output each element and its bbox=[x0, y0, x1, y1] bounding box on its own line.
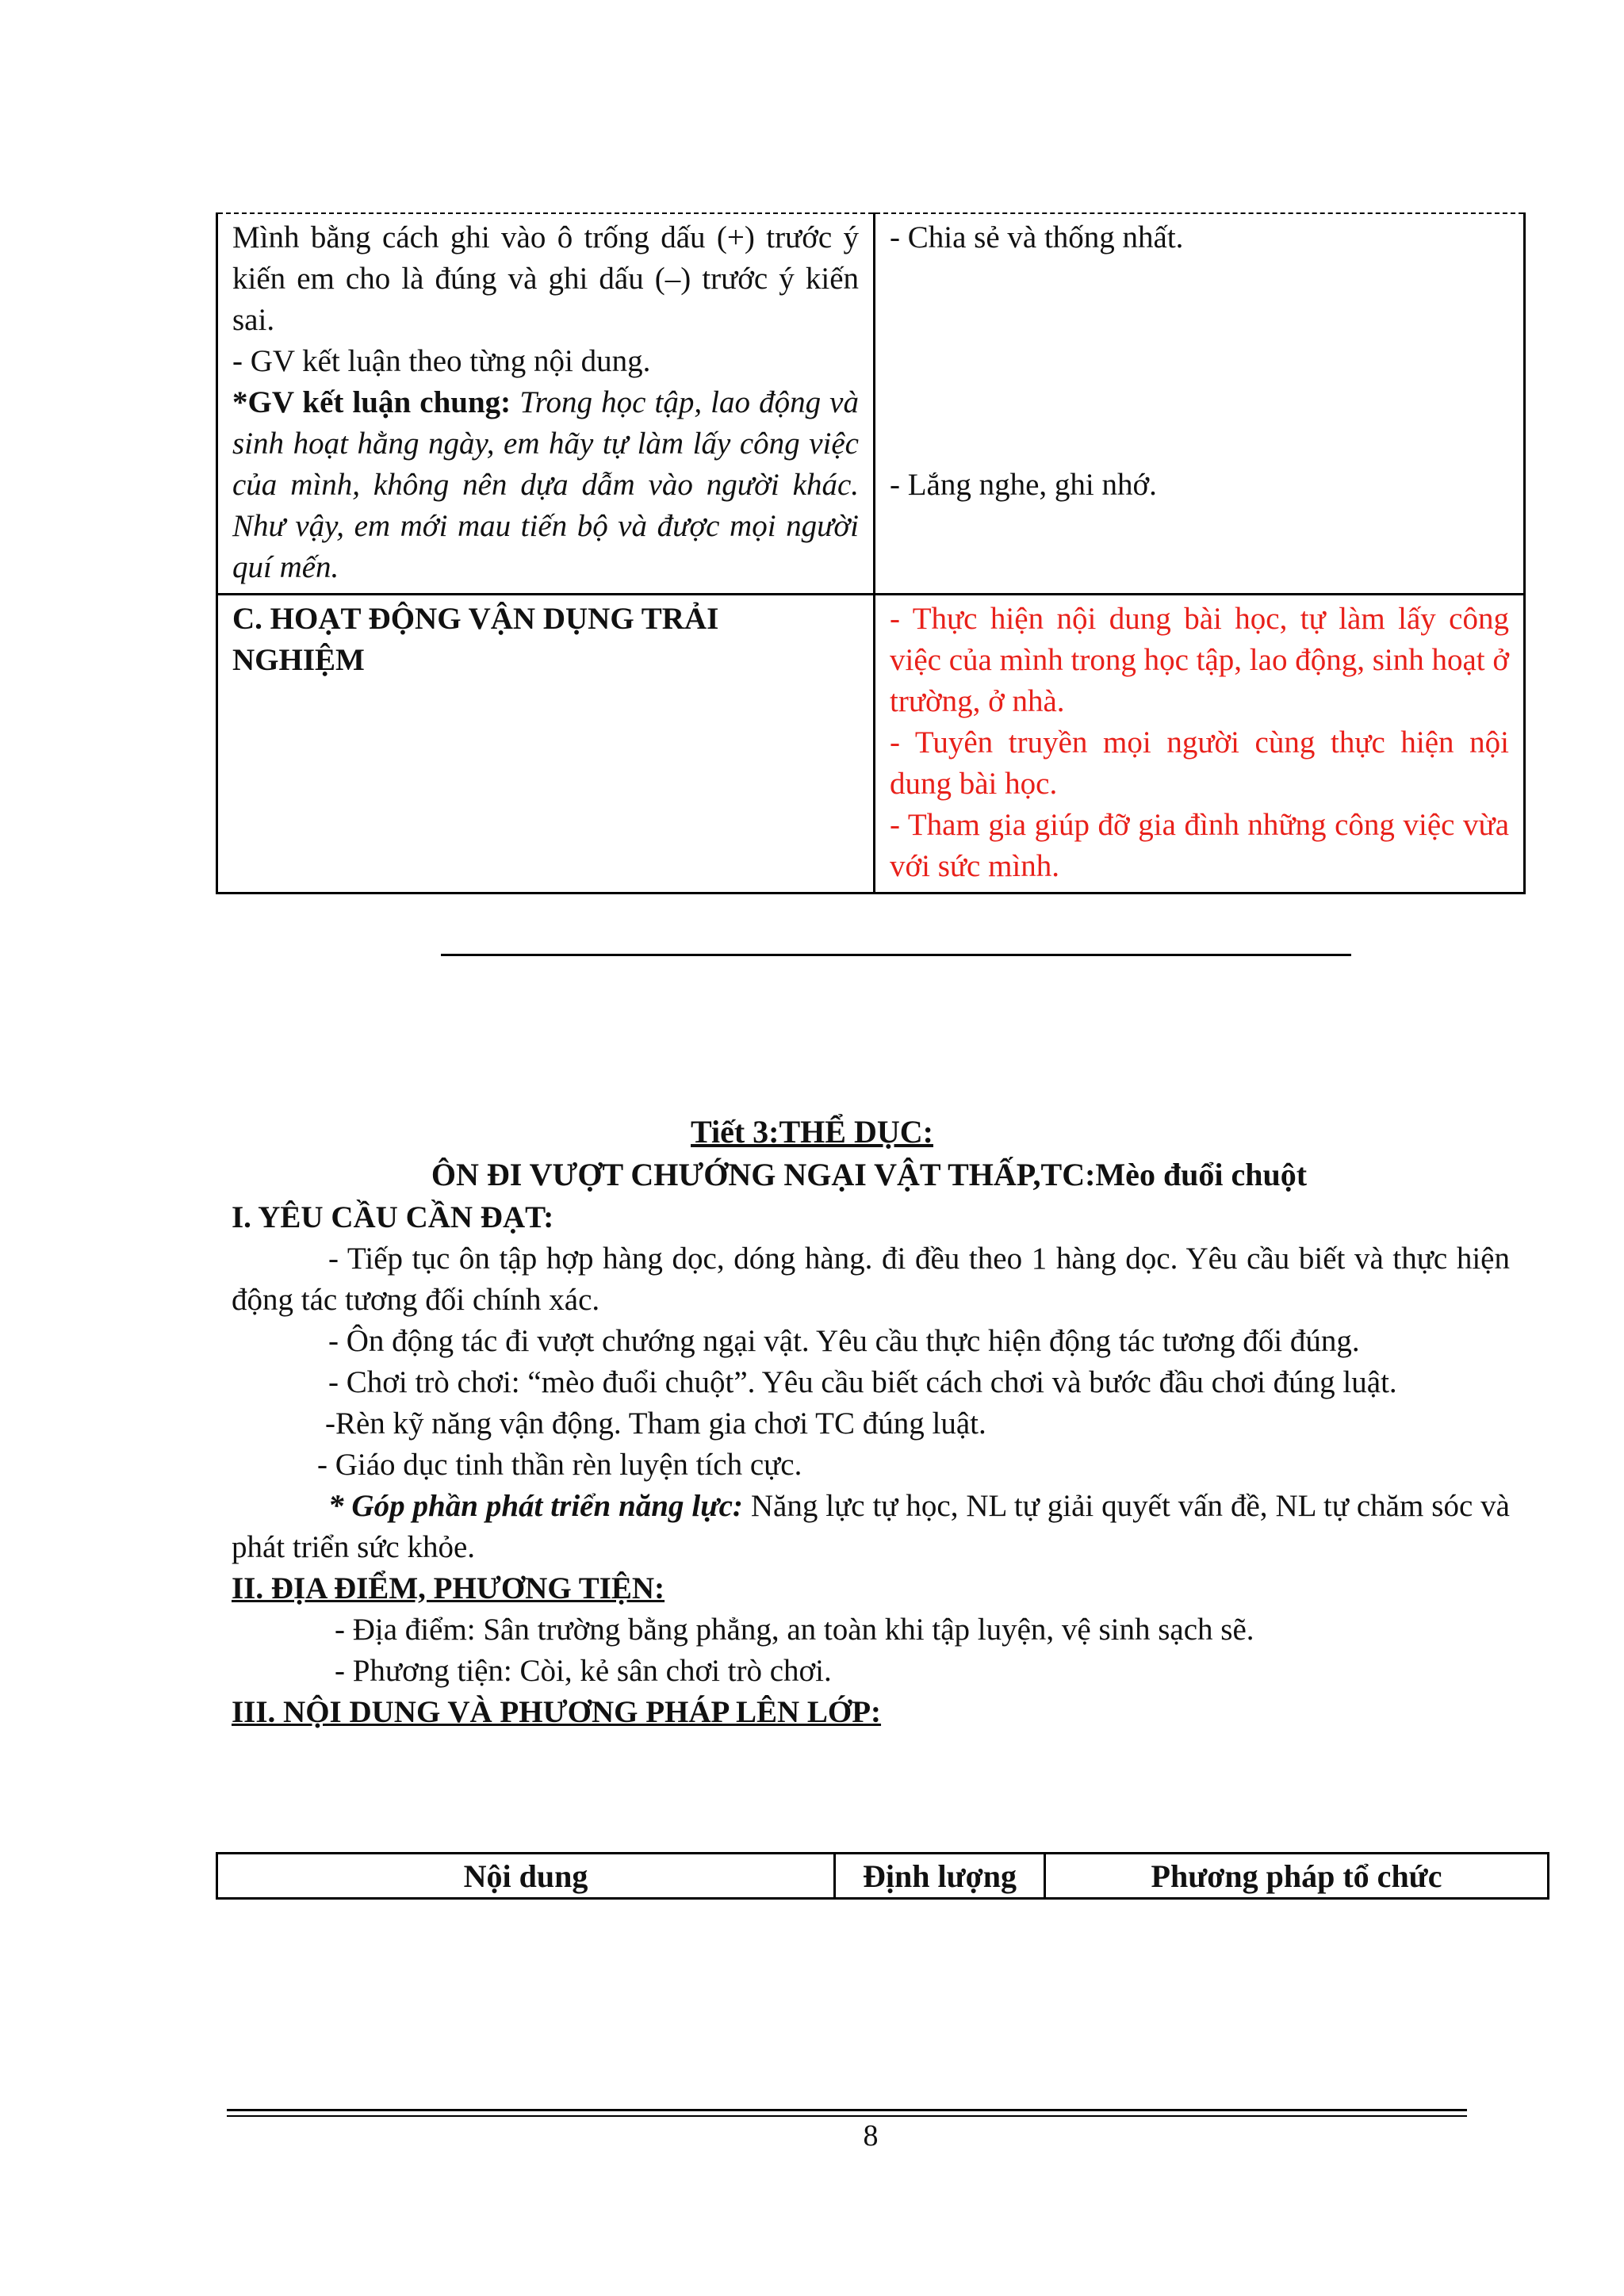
section-c-heading: C. HOẠT ĐỘNG VẬN DỤNG TRẢI NGHIỆM bbox=[232, 602, 719, 677]
teacher-conclusion-step: - GV kết luận theo từng nội dung. bbox=[232, 344, 651, 378]
requirement-1: - Tiếp tục ôn tập hợp hàng dọc, dóng hàng. đi đều theo 1 hàng dọc. Yêu cầu biết và thực hiện động tác tương đối chính xác. bbox=[232, 1242, 1510, 1317]
equipment-text: - Phương tiện: Còi, kẻ sân chơi trò chơi. bbox=[335, 1654, 832, 1688]
general-conclusion bbox=[232, 382, 859, 588]
student-activity-cell bbox=[875, 213, 1525, 595]
lesson-body bbox=[232, 1197, 1510, 1733]
teacher-activity-cell bbox=[217, 213, 875, 595]
applied-item-1: - Thực hiện nội dung bài học, tự làm lấy công việc của mình trong học tập, lao động, sinh hoạt ở trường, ở nhà. bbox=[890, 602, 1509, 718]
page-number: 8 bbox=[863, 2119, 879, 2152]
student-listen-text: - Lắng nghe, ghi nhớ. bbox=[890, 468, 1157, 502]
section-2-heading: II. ĐỊA ĐIỂM, PHƯƠNG TIỆN: bbox=[232, 1571, 665, 1605]
competency-paragraph bbox=[232, 1486, 1510, 1568]
general-conclusion-label: *GV kết luận chung: bbox=[232, 385, 511, 419]
section-divider bbox=[441, 954, 1351, 956]
requirement-4: -Rèn kỹ năng vận động. Tham gia chơi TC đúng luật. bbox=[325, 1406, 986, 1441]
lesson-title: Tiết 3:THỂ DỤC: bbox=[691, 1114, 933, 1150]
footer-rule bbox=[227, 2109, 1467, 2111]
requirement-5: - Giáo dục tinh thần rèn luyện tích cực. bbox=[317, 1448, 802, 1482]
applied-item-3: - Tham gia giúp đỡ gia đình những công việc vừa với sức mình. bbox=[890, 808, 1509, 883]
location-text: - Địa điểm: Sân trường bằng phẳng, an toàn khi tập luyện, vệ sinh sạch sẽ. bbox=[335, 1613, 1254, 1647]
requirement-2: - Ôn động tác đi vượt chướng ngại vật. Yêu cầu thực hiện động tác tương đối đúng. bbox=[328, 1324, 1360, 1358]
competency-text: Năng lực tự học, NL tự giải quyết vấn đề, NL tự chăm sóc và phát triển sức khỏe. bbox=[232, 1489, 1510, 1564]
general-conclusion-text: Trong học tập, lao động và sinh hoạt hằng ngày, em hãy tự làm lấy công việc của mình, không nên dựa dẫm vào người khác. Như vậy, em mới mau tiến bộ và được mọi người quí mến. bbox=[232, 385, 859, 584]
spacer bbox=[890, 258, 1509, 465]
table-row bbox=[217, 595, 1525, 894]
table-header-row bbox=[217, 1854, 1549, 1899]
requirement-3: - Chơi trò chơi: “mèo đuổi chuột”. Yêu cầu biết cách chơi và bước đầu chơi đúng luật. bbox=[328, 1365, 1397, 1399]
competency-label: * Góp phần phát triển năng lực: bbox=[328, 1489, 743, 1523]
section-3-heading: III. NỘI DUNG VÀ PHƯƠNG PHÁP LÊN LỚP: bbox=[232, 1695, 882, 1729]
column-header-method: Phương pháp tổ chức bbox=[1045, 1854, 1549, 1899]
lesson-plan-table bbox=[216, 1852, 1549, 1900]
column-header-quantity: Định lượng bbox=[835, 1854, 1045, 1899]
instruction-text: Mình bằng cách ghi vào ô trống dấu (+) trước ý kiến em cho là đúng và ghi dấu (–) trước ý kiến sai. bbox=[232, 220, 859, 337]
student-share-text: - Chia sẻ và thống nhất. bbox=[890, 220, 1184, 254]
column-header-content: Nội dung bbox=[217, 1854, 835, 1899]
teacher-activity-cell bbox=[217, 595, 875, 894]
section-1-heading: I. YÊU CẦU CẦN ĐẠT: bbox=[232, 1200, 554, 1234]
student-activity-cell bbox=[875, 595, 1525, 894]
activity-table bbox=[216, 212, 1526, 894]
table-row bbox=[217, 213, 1525, 595]
applied-item-2: - Tuyên truyền mọi người cùng thực hiện nội dung bài học. bbox=[890, 725, 1509, 801]
lesson-subtitle: ÔN ĐI VƯỢT CHƯỚNG NGẠI VẬT THẤP,TC:Mèo đuổi chuột bbox=[431, 1157, 1308, 1192]
